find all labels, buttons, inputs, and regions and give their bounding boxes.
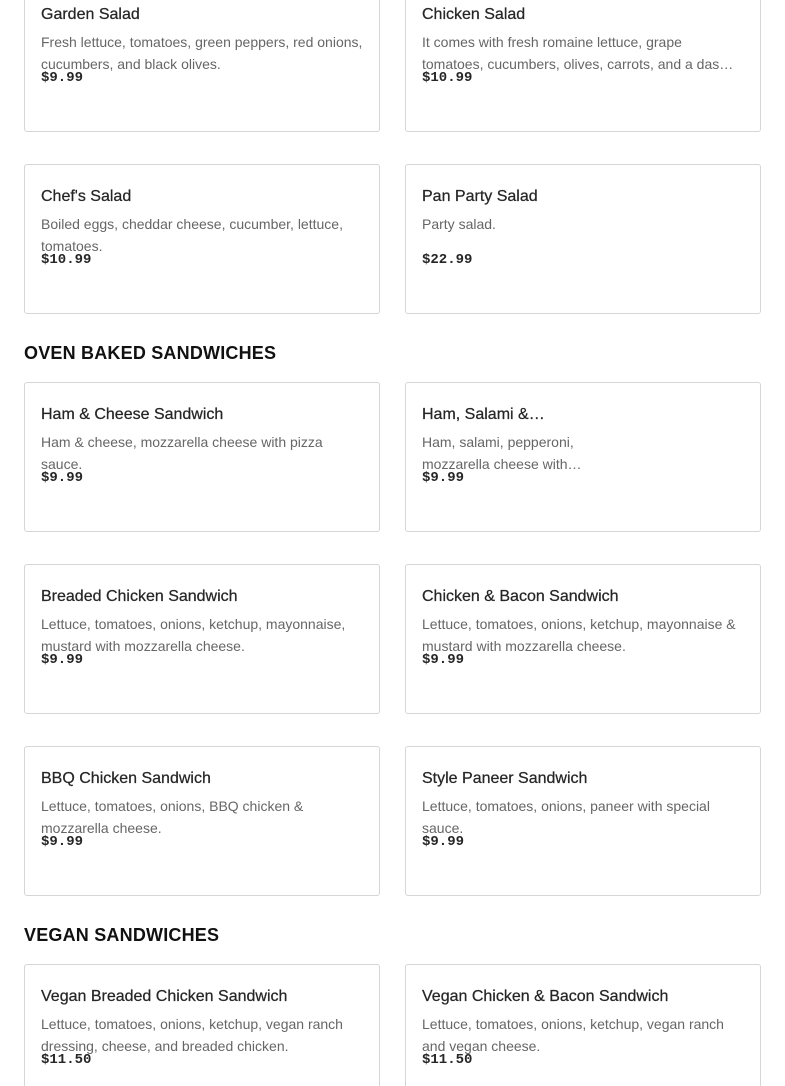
menu-item-price: $11.50 — [422, 1052, 473, 1068]
menu-item-card[interactable] — [24, 0, 380, 132]
menu-item-card[interactable] — [24, 564, 380, 714]
menu-item-name: Vegan Chicken & Bacon Sandwich — [422, 988, 669, 1005]
menu-item-card[interactable] — [24, 964, 380, 1086]
menu-item-card[interactable] — [405, 0, 761, 132]
menu-item-description: Ham, salami, pepperoni, mozzarella cheese with… — [422, 434, 582, 472]
menu-item-card[interactable] — [405, 382, 761, 532]
menu-item-card[interactable] — [24, 746, 380, 896]
menu-section-vegan-sandwiches — [24, 964, 761, 1086]
menu-item-name: Ham, Salami &… — [422, 406, 545, 423]
menu-item-description: Ham & cheese, mozzarella cheese with pizza sauce. — [41, 434, 323, 472]
menu-item-name: BBQ Chicken Sandwich — [41, 770, 211, 787]
section-title-oven-baked-sandwiches: OVEN BAKED SANDWICHES — [24, 343, 277, 363]
menu-item-card[interactable] — [405, 964, 761, 1086]
menu-item-description: Lettuce, tomatoes, onions, ketchup, mayonnaise, mustard with mozzarella cheese. — [41, 616, 346, 654]
menu-item-description: Fresh lettuce, tomatoes, green peppers, red onions, cucumbers, and black olives. — [41, 34, 363, 72]
menu-item-description: Lettuce, tomatoes, onions, ketchup, mayonnaise & mustard with mozzarella cheese. — [422, 616, 736, 654]
menu-item-price: $9.99 — [422, 652, 465, 668]
section-title-vegan-sandwiches: VEGAN SANDWICHES — [24, 925, 220, 945]
menu-item-price: $9.99 — [422, 834, 465, 850]
menu-item-price: $10.99 — [41, 252, 92, 268]
menu-item-name: Style Paneer Sandwich — [422, 770, 588, 787]
menu-item-name: Garden Salad — [41, 6, 140, 23]
menu-item-price: $9.99 — [41, 470, 84, 486]
menu-item-card[interactable] — [405, 564, 761, 714]
menu-item-name: Ham & Cheese Sandwich — [41, 406, 224, 423]
menu-section-salads — [24, 0, 761, 314]
menu-item-price: $22.99 — [422, 252, 473, 268]
menu-item-price: $9.99 — [422, 470, 465, 486]
menu-item-description: Boiled eggs, cheddar cheese, cucumber, lettuce, tomatoes. — [41, 216, 343, 254]
menu-item-card[interactable] — [24, 382, 380, 532]
menu-item-description: Lettuce, tomatoes, onions, BBQ chicken & mozzarella cheese. — [41, 798, 304, 836]
menu-item-description: Party salad. — [422, 216, 496, 232]
menu-item-name: Chicken & Bacon Sandwich — [422, 588, 619, 605]
menu-item-price: $9.99 — [41, 652, 84, 668]
menu-item-description: It comes with fresh romaine lettuce, grape tomatoes, cucumbers, olives, carrots, and a das… — [422, 34, 734, 72]
menu-item-price: $11.50 — [41, 1052, 92, 1068]
menu-item-price: $10.99 — [422, 70, 473, 86]
menu-item-name: Vegan Breaded Chicken Sandwich — [41, 988, 288, 1005]
menu-item-name: Chef's Salad — [41, 188, 132, 205]
menu-content — [24, 0, 761, 1086]
menu-item-name: Chicken Salad — [422, 6, 526, 23]
menu-item-price: $9.99 — [41, 834, 84, 850]
menu-section-oven-baked-sandwiches — [24, 382, 761, 896]
menu-item-description: Lettuce, tomatoes, onions, ketchup, vegan ranch and vegan cheese. — [422, 1016, 724, 1054]
menu-item-name: Pan Party Salad — [422, 188, 538, 205]
menu-item-name: Breaded Chicken Sandwich — [41, 588, 238, 605]
menu-item-description: Lettuce, tomatoes, onions, ketchup, vegan ranch dressing, cheese, and breaded chicken. — [41, 1016, 343, 1054]
menu-item-card[interactable] — [405, 164, 761, 314]
menu-item-card[interactable] — [24, 164, 380, 314]
menu-item-description: Lettuce, tomatoes, onions, paneer with special sauce. — [422, 798, 710, 836]
menu-item-card[interactable] — [405, 746, 761, 896]
menu-item-price: $9.99 — [41, 70, 84, 86]
